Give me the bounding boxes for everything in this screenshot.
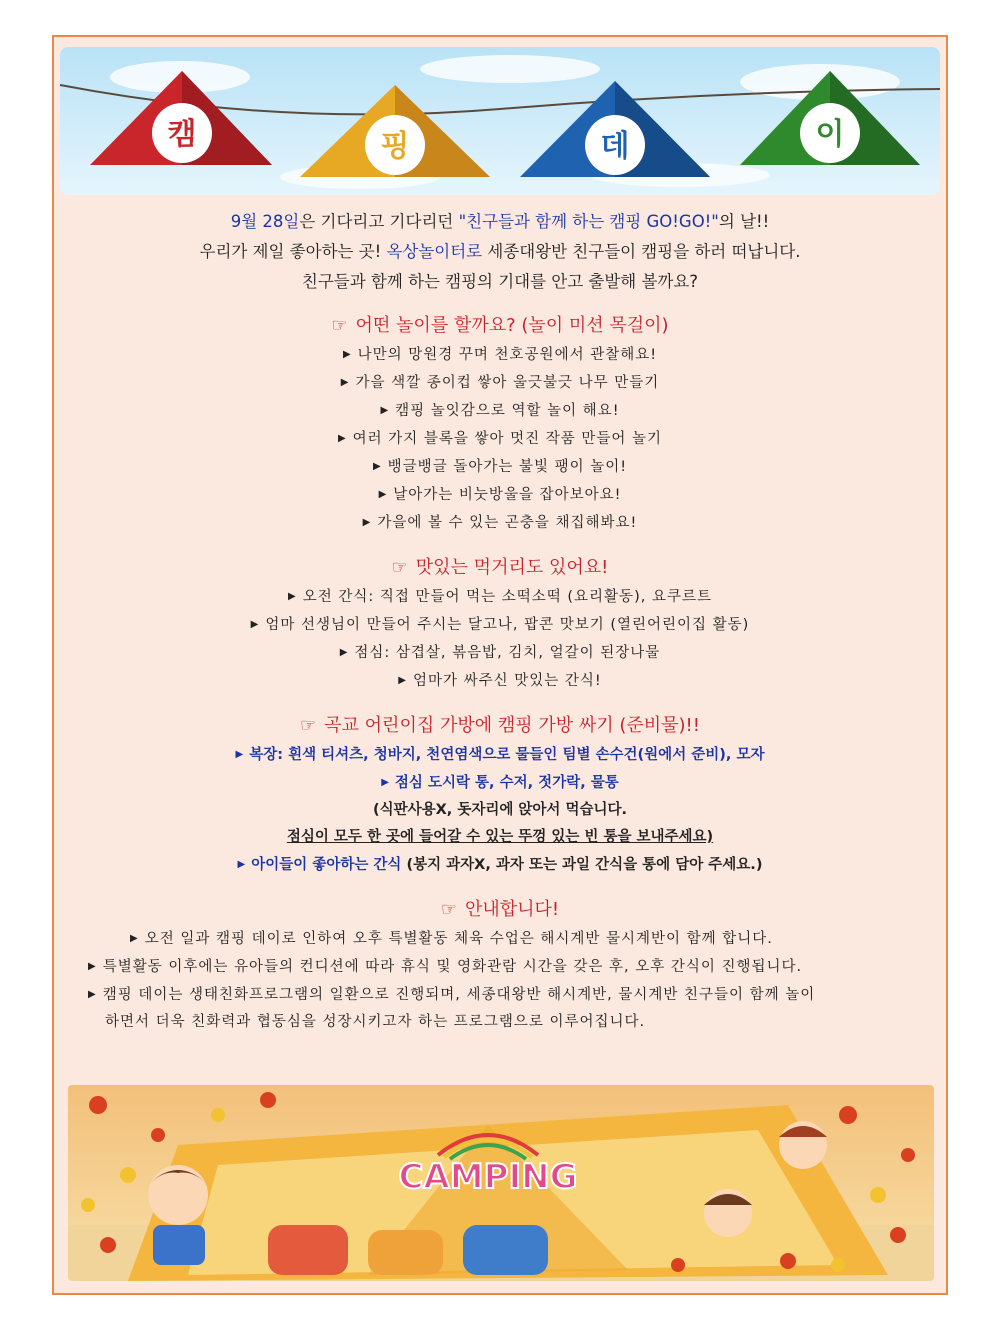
flag-2-text: 핑 [380,129,410,164]
bullet-triangle-icon: ▶ [130,933,139,944]
bullet-triangle-icon: ▶ [378,489,388,500]
list-item [54,583,946,611]
child-left [148,1165,208,1265]
intro-text: 우리가 제일 좋아하는 곳! [199,242,387,261]
bullet-triangle-icon: ▶ [398,675,407,686]
letter-content [54,207,946,1036]
list-item [54,851,946,879]
list-item [88,981,920,1009]
list-item [88,925,920,953]
list-item [54,667,946,695]
pointing-hand-icon: ☞ [331,315,348,336]
list-item [54,453,946,481]
intro-line-1 [54,207,946,237]
section-supplies [54,711,946,879]
bullet-triangle-icon: ▶ [237,859,246,870]
section-title: 맛있는 먹거리도 있어요! [415,557,609,578]
camping-day-banner [60,47,940,195]
list-item [54,741,946,769]
item-text: 캠핑 데이는 생태친화프로그램의 일환으로 진행되며, 세종대왕반 해시계반, 물시계반 친구들이 함께 놀이 [102,987,816,1003]
list-item [54,639,946,667]
banner-illustration [60,47,940,195]
bullet-triangle-icon: ▶ [362,517,372,528]
section-activities [54,311,946,537]
section-heading [54,311,946,341]
section-heading [54,553,946,583]
item-text: 복장: 흰색 티셔츠, 청바지, 천연염색으로 물들인 팀별 손수건(원에서 준비), 모자 [249,747,765,763]
item-text: 오전 일과 캠핑 데이로 인하여 오후 특별활동 체육 수업은 해시계반 물시계반이 함께 합니다. [144,931,773,947]
section-heading [54,711,946,741]
section-heading [54,895,946,925]
bullet-triangle-icon: ▶ [339,647,349,658]
list-item [54,369,946,397]
intro [54,207,946,297]
bullet-triangle-icon: ▶ [381,777,389,788]
child-right-tent [704,1189,752,1237]
notice-list [54,925,946,1036]
intro-line-2 [54,237,946,267]
item-text: 특별활동 이후에는 유아들의 컨디션에 따라 휴식 및 영화관람 시간을 갖은 후, 오후 간식이 진행됩니다. [102,959,803,975]
list-item [54,611,946,639]
bullet-triangle-icon: ▶ [372,461,382,472]
item-text: 아이들이 좋아하는 간식 [251,857,402,873]
bullet-triangle-icon: ▶ [250,619,260,630]
bullet-triangle-icon: ▶ [337,433,347,444]
intro-text: 은 기다리고 기다리던 [299,212,459,231]
bullet-triangle-icon: ▶ [88,961,97,972]
list-item [54,425,946,453]
child-right-top [779,1121,827,1169]
section-notice [54,895,946,1036]
section-title: 곡교 어린이집 가방에 캠핑 가방 싸기 (준비물)!! [324,715,700,736]
list-item-continued [88,1009,920,1036]
event-place: 옥상놀이터로 [386,242,483,261]
list-item [54,769,946,797]
list-item [54,397,946,425]
list-item-note: 점심이 모두 한 곳에 들어갈 수 있는 뚜껑 있는 빈 통을 보내주세요) [286,829,714,845]
camping-illustration [68,1085,934,1281]
camping-scene-image [68,1085,934,1281]
item-text: 나만의 망원경 꾸며 천호공원에서 관찰해요! [357,347,658,363]
camping-title: CAMPING [398,1157,578,1197]
item-text: 엄마 선생님이 만들어 주시는 달고나, 팝콘 맛보기 (열린어린이집 활동) [265,617,750,633]
item-text: 하면서 더욱 친화력과 협동심을 성장시키고자 하는 프로그램으로 이루어집니다. [105,1014,646,1030]
event-date: 9월 28일 [230,212,300,231]
bullet-triangle-icon: ▶ [380,405,390,416]
bullet-triangle-icon: ▶ [288,591,297,602]
section-food [54,553,946,695]
list-item [88,953,920,981]
item-note: (봉지 과자X, 과자 또는 과일 간식을 통에 담아 주세요.) [401,857,763,873]
event-title: "친구들과 함께 하는 캠핑 GO!GO!" [458,212,719,231]
bullet-triangle-icon: ▶ [342,349,352,360]
pointing-hand-icon: ☞ [391,557,408,578]
section-title: 안내합니다! [464,899,560,920]
item-text: 캠핑 놀잇감으로 역할 놀이 해요! [395,403,620,419]
item-text: 오전 간식: 직접 만들어 먹는 소떡소떡 (요리활동), 요쿠르트 [302,589,712,605]
bullet-triangle-icon: ▶ [235,749,244,760]
item-text: 뱅글뱅글 돌아가는 불빛 팽이 놀이! [387,459,628,475]
flag-1-text: 캠 [167,117,197,152]
item-text: 가을에 볼 수 있는 곤충을 채집해봐요! [377,515,638,531]
intro-text: 세종대왕반 친구들이 캠핑을 하러 떠납니다. [482,242,801,261]
list-item-note: (식판사용X, 돗자리에 앉아서 먹습니다. [372,802,628,818]
list-item [54,509,946,537]
document-frame [52,35,948,1295]
bullet-triangle-icon: ▶ [88,989,97,1000]
list-item [54,341,946,369]
item-text: 여러 가지 블록을 쌓아 멋진 작품 만들어 놀기 [352,431,663,447]
intro-text: 의 날!! [718,212,770,231]
item-text: 날아가는 비눗방울을 잡아보아요! [393,487,622,503]
pointing-hand-icon: ☞ [300,715,317,736]
item-text: 점심: 삼겹살, 볶음밥, 김치, 얼갈이 된장나물 [354,645,661,661]
section-title: 어떤 놀이를 할까요? (놀이 미션 목걸이) [355,315,669,336]
item-text: 엄마가 싸주신 맛있는 간식! [412,673,602,689]
intro-line-3: 친구들과 함께 하는 캠핑의 기대를 안고 출발해 볼까요? [301,272,699,291]
item-text: 가을 색깔 종이컵 쌓아 울긋불긋 나무 만들기 [355,375,660,391]
item-text: 점심 도시락 통, 수저, 젓가락, 물통 [394,775,619,791]
flag-3-text: 데 [600,129,630,164]
flag-4-text: 이 [815,117,845,152]
bullet-triangle-icon: ▶ [340,377,350,388]
list-item [54,481,946,509]
pointing-hand-icon: ☞ [440,899,457,920]
